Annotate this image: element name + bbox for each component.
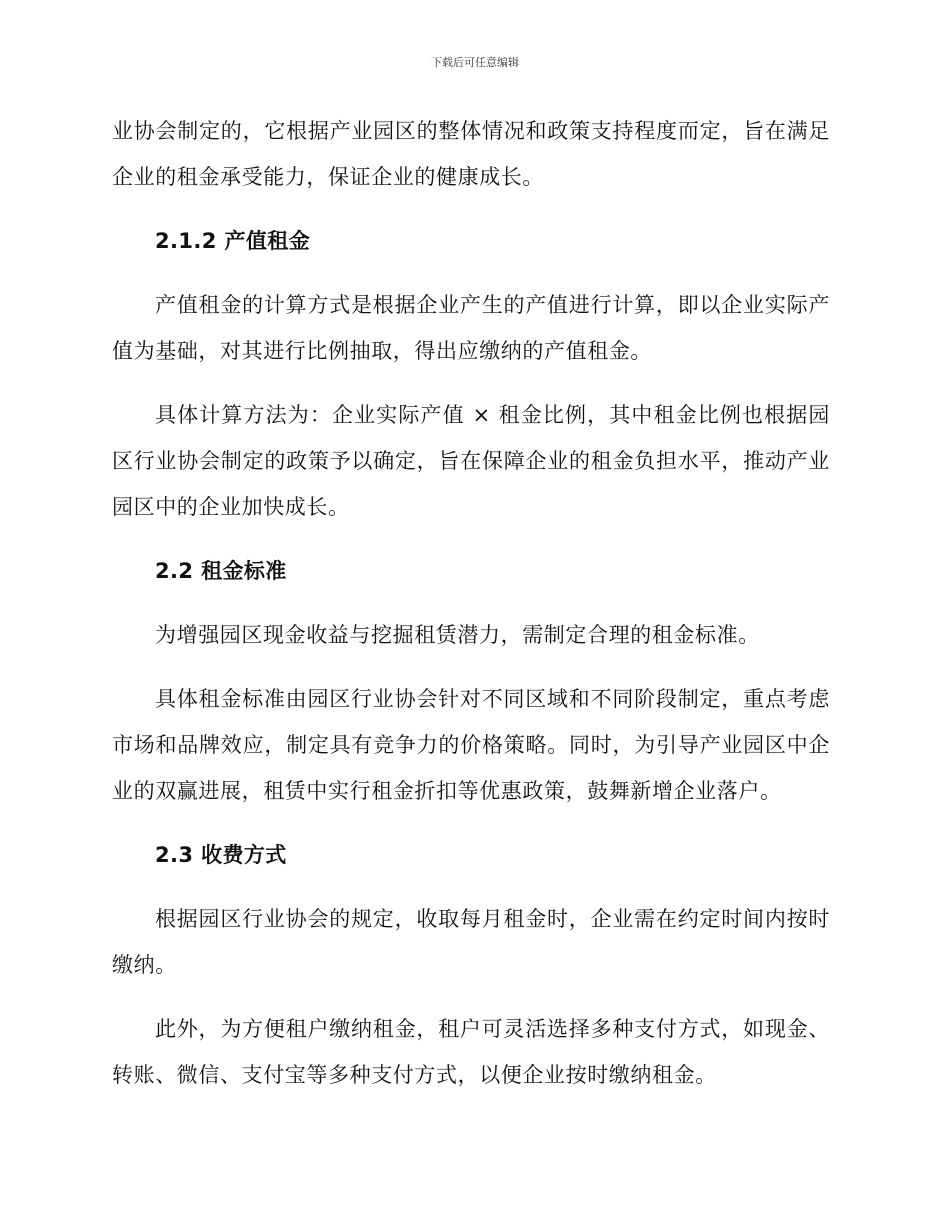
section-heading-2-3: 2.3 收费方式 [155, 843, 287, 867]
paragraph-rent-standard-detail: 具体租金标准由园区行业协会针对不同区域和不同阶段制定，重点考虑市场和品牌效应，制定具有竞争力的价格策略。同时，为引导产业园区中企业的双赢进展，租赁中实行租金折扣等优惠政策，鼓舞新增企业落户。 [112, 687, 830, 803]
paragraph-output-rent-method: 具体计算方法为：企业实际产值 × 租金比例，其中租金比例也根据园区行业协会制定的政策予以确定，旨在保障企业的租金负担水平，推动产业园区中的企业加快成长。 [112, 403, 830, 519]
paragraph-payment-methods: 此外，为方便租户缴纳租金，租户可灵活选择多种支付方式，如现金、转账、微信、支付宝等多种支付方式，以便企业按时缴纳租金。 [112, 1017, 830, 1087]
page-header: 下载后可任意编辑 [431, 56, 519, 69]
paragraph-output-rent-definition: 产值租金的计算方式是根据企业产生的产值进行计算，即以企业实际产值为基础，对其进行比例抽取，得出应缴纳的产值租金。 [112, 293, 830, 363]
paragraph-rent-standard-intro: 为增强园区现金收益与挖掘租赁潜力，需制定合理的租金标准。 [155, 623, 760, 647]
paragraph-continuation: 业协会制定的，它根据产业园区的整体情况和政策支持程度而定，旨在满足企业的租金承受能力，保证企业的健康成长。 [112, 119, 830, 189]
document-body [112, 108, 830, 1116]
section-heading-2-2: 2.2 租金标准 [155, 559, 287, 583]
section-heading-2-1-2: 2.1.2 产值租金 [155, 229, 311, 253]
paragraph-payment-rule: 根据园区行业协会的规定，收取每月租金时，企业需在约定时间内按时缴纳。 [112, 907, 830, 977]
